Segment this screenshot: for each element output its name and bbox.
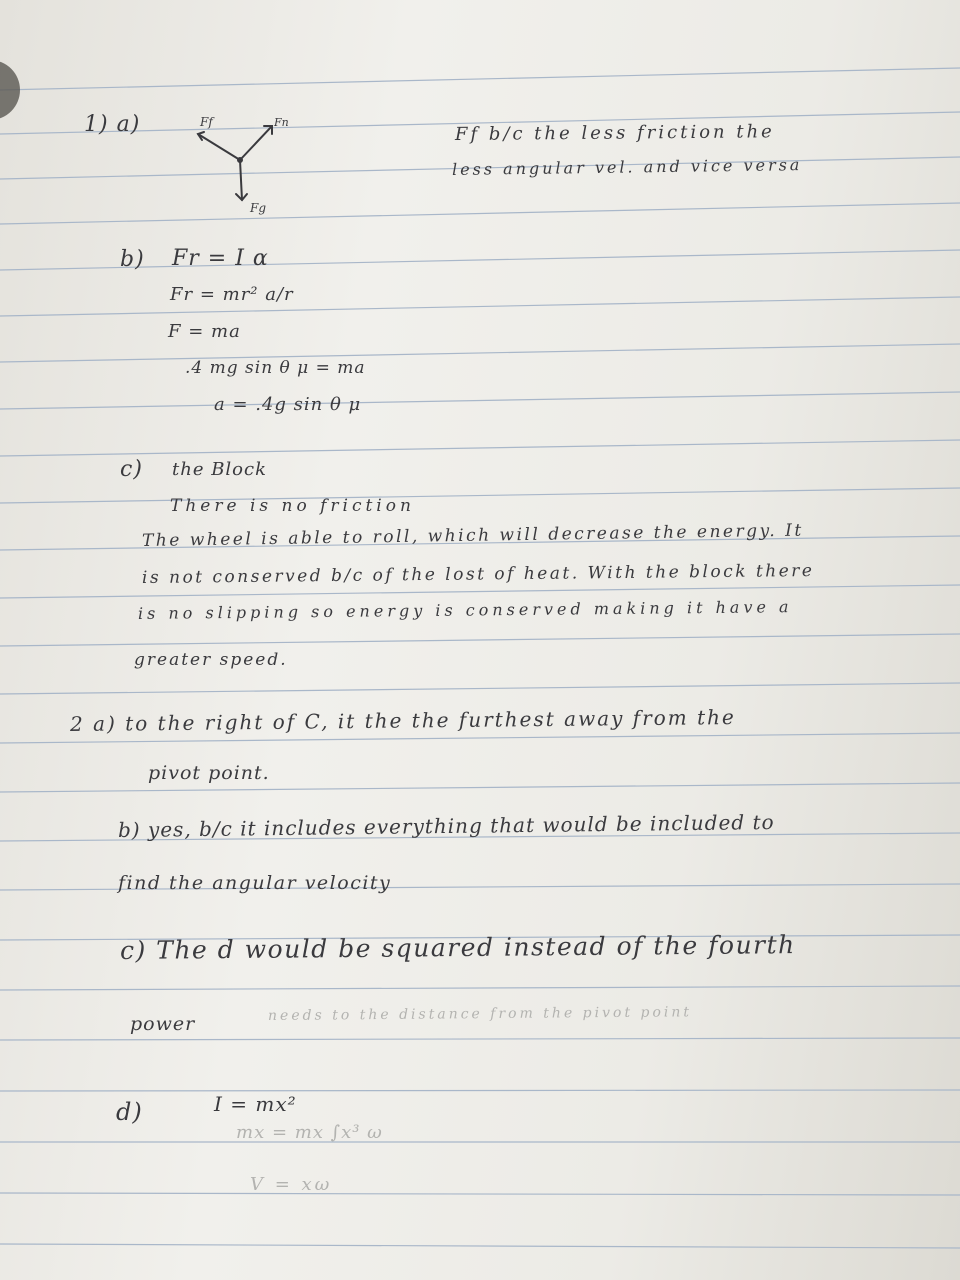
q2c-faint-power: power	[130, 1013, 196, 1035]
q2d-eq1: I = mx²	[214, 1092, 297, 1116]
q2a-line2: pivot point.	[148, 762, 270, 784]
q2d-faint-eq2: mx = mx ∫x³ ω	[236, 1122, 383, 1143]
q2d-label: d)	[116, 1098, 143, 1126]
q1c-line3: The wheel is able to roll, which will decrease the energy. It	[141, 520, 804, 551]
q1c-line2: There is no friction	[170, 496, 415, 516]
q1a-text-line2: less angular vel. and vice versa	[451, 155, 803, 179]
q1c-line1: the Block	[172, 459, 268, 480]
q2b-line1: b) yes, b/c it includes everything that would be included to	[117, 809, 775, 842]
q2a-line1: 2 a) to the right of C, it the the furthest away from the	[69, 705, 736, 736]
q2c-faint-note: needs to the distance from the pivot point	[267, 1004, 693, 1024]
q1b-eq4: .4 mg sin θ μ = ma	[185, 358, 366, 378]
q1b-eq2: Fr = mr² a/r	[170, 284, 294, 305]
q1b-eq3: F = ma	[168, 321, 241, 342]
q1c-label: c)	[120, 457, 143, 482]
q1c-line4: is not conserved b/c of the lost of heat. With the block there	[141, 560, 815, 588]
ff-label: Ff	[200, 115, 213, 129]
q1b-eq1: Fr = I α	[172, 246, 269, 271]
q1b-label: b)	[120, 247, 145, 272]
q2d-faint-eq3: V = xω	[250, 1174, 333, 1195]
fg-label: Fg	[250, 201, 267, 215]
fn-label: Fn	[274, 116, 289, 129]
free-body-diagram	[180, 112, 300, 222]
q1c-line6: greater speed.	[134, 650, 288, 670]
q1b-eq5: a = .4g sin θ μ	[214, 394, 362, 415]
q1a-text-line1: Ff b/c the less friction the	[454, 121, 775, 145]
q2c-line1: c) The d would be squared instead of the fourth	[119, 930, 796, 965]
q1c-line5: is no slipping so energy is conserved making it have a	[137, 597, 793, 623]
q2b-line2: find the angular velocity	[118, 872, 392, 894]
q1a-label: 1) a)	[84, 112, 141, 137]
